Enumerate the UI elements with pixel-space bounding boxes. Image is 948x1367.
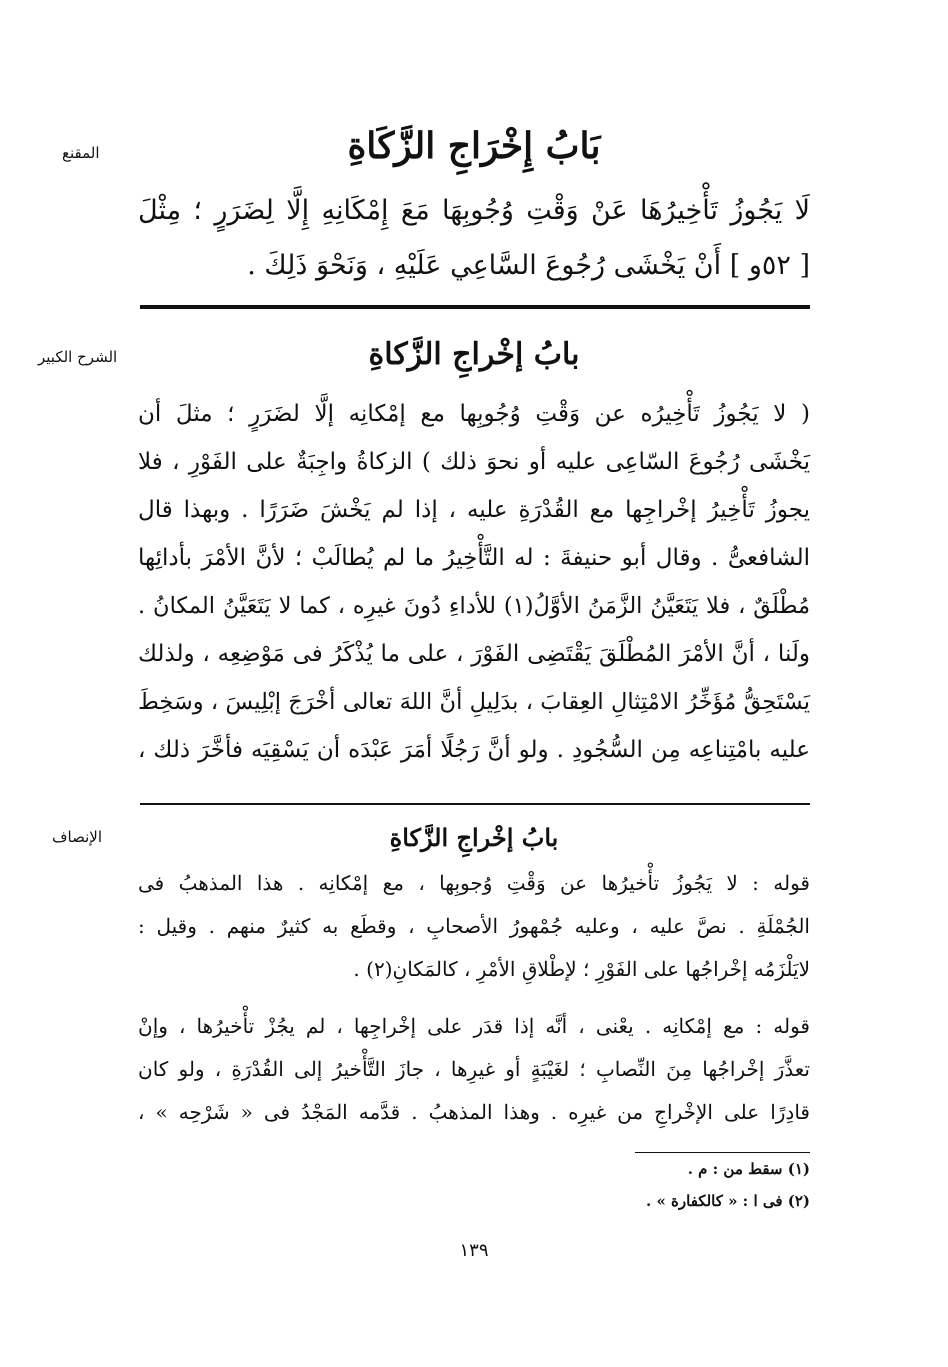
sharh-line-5: مُطْلَقٌ ، فلا يَتَعَيَّنُ الزَّمَنُ الأوَّلُ(١) للأداءِ دُونَ غيرِه ، كما لا يَتَعَيَّنُ المكانُ . [138,593,810,619]
muqni-line-1: لَا يَجُوزُ تَأْخِيرُهَا عَنْ وَقْتِ وُجُوبِهَا مَعَ إِمْكَانِهِ إِلَّا لِضَرَرٍ ؛ مِثْلَ [138,195,811,226]
sharh-line-3: يجوزُ تَأْخِيرُ إخْراجِها مع القُدْرَةِ عليه ، إذا لم يَخْشَ ضَرَرًا . وبهذا قال [138,497,810,523]
sharh-line-2: يَخْشَى رُجُوعَ السّاعِى عليه أو نحوَ ذلك ) الزكاةُ واجِبَةٌ على الفَوْرِ ، فلا [138,449,810,475]
sharh-line-6: ولَنا ، أنَّ الأمْرَ المُطْلَقَ يَقْتَضِى الفَوْرَ ، على ما يُذْكَرُ فى مَوْضِعِه ، ولذلك [138,641,810,667]
margin-label-muqni: المقنع [62,144,100,162]
insaf-paragraph-2 [138,1005,810,1134]
sharh-section [138,330,810,774]
muqni-line-2: [ ٥٢و ] أَنْ يَخْشَى رُجُوعَ السَّاعِي عَلَيْهِ ، وَنَحْوَ ذَلِكَ . [247,250,810,281]
muqni-heading: بَابُ إِخْرَاجِ الزَّكَاةِ [347,125,601,167]
sharh-line-1: ( لا يَجُوزُ تَأْخِيرُه عن وَقْتِ وُجُوبِها مع إمْكانِه إلَّا لضَرَرٍ ؛ مثلَ أن [138,401,810,427]
page-number: ١٣٩ [459,1240,489,1261]
insaf-heading: بابُ إخْراجِ الزَّكاةِ [389,823,559,852]
insaf-p2-line-2: تعذَّرَ إخْراجُها مِنَ النِّصابِ ؛ لغَيْبَةٍ أو غيرِها ، جازَ التَّأْخيرُ إلى القُدْرَةِ ، ولو كان [138,1057,810,1081]
insaf-paragraph-1 [138,862,810,991]
insaf-p1-line-2: الجُمْلَةِ . نصَّ عليه ، وعليه جُمْهورُ الأصحابِ ، وقطَع به كثيرٌ منهم . وقيل : [138,914,810,938]
insaf-p2-line-3: قادِرًا على الإخْراجِ من غيرِه . وهذا المذهبُ . قدَّمه المَجْدُ فى « شَرْحِه » ، [138,1100,810,1124]
margin-label-insaf: الإنصاف [52,828,103,846]
footnote-2: (٢) فى ا : « كالكفارة » . [646,1192,810,1210]
sharh-divider [140,803,810,805]
sharh-line-7: يَسْتَحِقُّ مُؤَخِّرُ الامْتِثالِ العِقابَ ، بدَلِيلِ أنَّ اللهَ تعالى أخْرَجَ إبْلِيسَ ، وسَخِطَ [138,689,810,715]
sharh-body [138,390,810,774]
sharh-heading: بابُ إخْراجِ الزَّكاةِ [368,337,580,372]
muqni-section [138,118,810,292]
insaf-p1-line-1: قوله : لا يَجُوزُ تأْخيرُها عن وَقْتِ وُجوبِها ، مع إمْكانِه . هذا المذهبُ فى [138,871,810,895]
footnote-1: (١) سقط من : م . [687,1160,810,1178]
muqni-divider [140,305,810,309]
sharh-line-8: عليه بامْتِناعِه مِن السُّجُودِ . ولو أنَّ رَجُلًا أمَرَ عَبْدَه أن يَسْقِيَه فأخَّرَ ذلك ، [138,737,810,763]
insaf-p2-line-1: قوله : مع إمْكانِه . يعْنى ، أنَّه إذا قدَر على إخْراجِها ، لم يجُزْ تأْخيرُها ، وإنْ [138,1014,810,1038]
footnote-divider [635,1152,810,1153]
sharh-line-4: الشافعىُّ . وقال أبو حنيفةَ : له التَّأْخِيرُ ما لم يُطالَبْ ؛ لأنَّ الأمْرَ بأدائِها [138,545,810,571]
margin-label-sharh: الشرح الكبير [38,348,118,366]
insaf-p1-line-3: لايَلْزَمُه إخْراجُها على الفَوْرِ ؛ لإطْلاقِ الأمْرِ ، كالمَكانِ(٢) . [353,957,810,981]
insaf-section [138,816,810,1134]
